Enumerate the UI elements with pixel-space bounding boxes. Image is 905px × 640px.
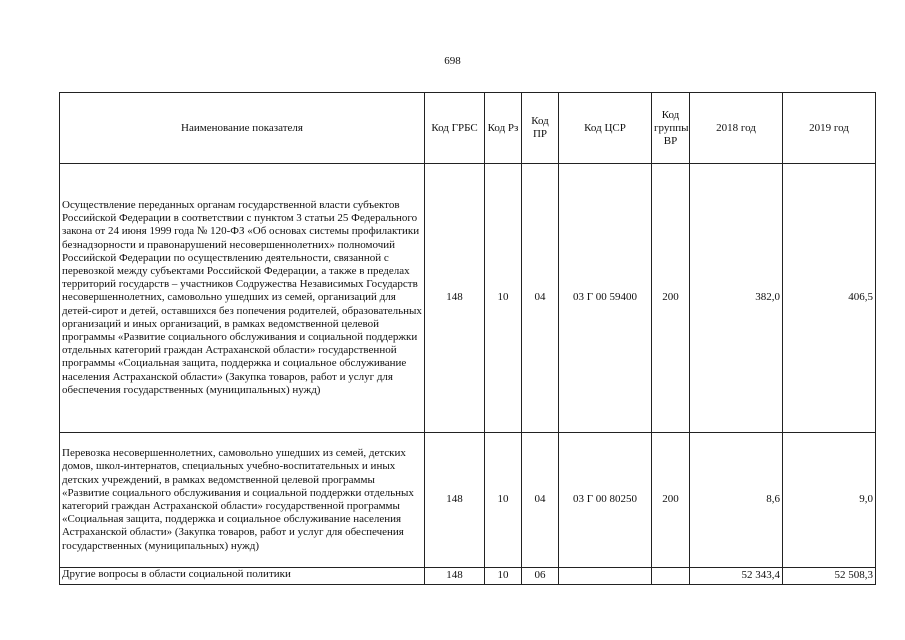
- row-rz: 10: [485, 164, 522, 433]
- row-2019: 52 508,3: [783, 568, 876, 585]
- table-header-row: [60, 93, 876, 164]
- header-vr: Код группы ВР: [652, 93, 690, 164]
- table-row: [60, 433, 876, 568]
- row-rz: 10: [485, 433, 522, 568]
- header-name: Наименование показателя: [60, 93, 425, 164]
- row-name: Осуществление переданных органам государственной власти субъектов Российской Федерации в соответствии с пунктом 3 статьи 25 Федерального закона от 24 июня 1999 года № 120-ФЗ «Об основах системы профилактики безнадзорности и правонарушений несовершеннолетних» полномочий Российской Федерации по осуществлению деятельности, связанной с перевозкой между субъектами Российской Федерации, а также в пределах территорий государств – участников Содружества Независимых Государств несовершеннолетних, самовольно ушедших из семей, организаций для детей-сирот и детей, оставшихся без попечения родителей, образовательных организаций и иных организаций, в рамках ведомственной целевой программы «Развитие социального обслуживания и социальной поддержки отдельных категорий граждан Астраханской области» государственной программы «Социальная защита, поддержка и социальное обслуживание населения Астраханской области» (Закупка товаров, работ и услуг для обеспечения государственных (муниципальных) нужд): [60, 164, 425, 433]
- row-rz: 10: [485, 568, 522, 585]
- row-2019: 406,5: [783, 164, 876, 433]
- row-grbs: 148: [425, 164, 485, 433]
- row-pr: 06: [522, 568, 559, 585]
- page-number: 698: [444, 55, 461, 67]
- header-csr: Код ЦСР: [559, 93, 652, 164]
- row-csr: 03 Г 00 80250: [559, 433, 652, 568]
- row-grbs: 148: [425, 568, 485, 585]
- row-2018: 382,0: [690, 164, 783, 433]
- row-csr: 03 Г 00 59400: [559, 164, 652, 433]
- header-2018: 2018 год: [690, 93, 783, 164]
- row-2019: 9,0: [783, 433, 876, 568]
- row-name: Другие вопросы в области социальной политики: [60, 568, 425, 585]
- row-pr: 04: [522, 164, 559, 433]
- header-grbs: Код ГРБС: [425, 93, 485, 164]
- row-2018: 8,6: [690, 433, 783, 568]
- row-vr: 200: [652, 433, 690, 568]
- header-pr: Код ПР: [522, 93, 559, 164]
- row-grbs: 148: [425, 433, 485, 568]
- header-rz: Код Рз: [485, 93, 522, 164]
- table-row: [60, 164, 876, 433]
- row-2018: 52 343,4: [690, 568, 783, 585]
- header-2019: 2019 год: [783, 93, 876, 164]
- row-vr: 200: [652, 164, 690, 433]
- budget-table: [59, 92, 876, 585]
- row-name: Перевозка несовершеннолетних, самовольно ушедших из семей, детских домов, школ-интернатов, специальных учебно-воспитательных и иных детских учреждений, в рамках ведомственной целевой программы «Развитие социального обслуживания и социальной поддержки отдельных категорий граждан Астраханской области» государственной программы «Социальная защита, поддержка и социальное обслуживание населения Астраханской области» (Закупка товаров, работ и услуг для обеспечения государственных (муниципальных) нужд): [60, 433, 425, 568]
- row-csr: [559, 568, 652, 585]
- row-pr: 04: [522, 433, 559, 568]
- table-row: [60, 568, 876, 585]
- row-vr: [652, 568, 690, 585]
